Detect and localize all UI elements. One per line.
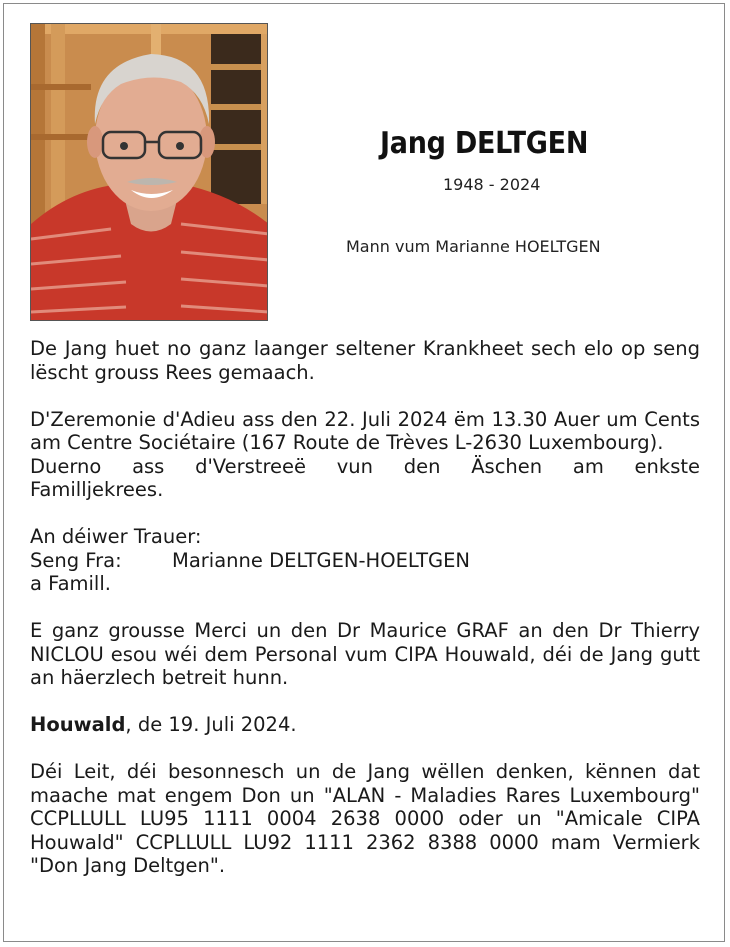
portrait-photo [30, 23, 268, 321]
mourners-name: Marianne DELTGEN-HOELTGEN [172, 548, 470, 572]
ashes-line-2: Familljekrees. [30, 478, 164, 501]
donation-paragraph: Déi Leit, déi besonnesch un de Jang wëllen denken, kënnen dat maache mat engem Don un "ALAN - Maladies Rares Luxembourg" CCPLLULL LU95 1111 0004 2638 0000 oder un "Amicale CIPA Houwald" CCPLLULL LU92 1111 2362 8388 0000 mam Vermierk "Don Jang Deltgen". [30, 760, 700, 877]
mourners-label: Seng Fra: [30, 548, 122, 572]
mourners-family: a Famill. [30, 572, 111, 595]
life-dates: 1948 - 2024 [443, 175, 541, 194]
ceremony-paragraph: D'Zeremonie d'Adieu ass den 22. Juli 2024 ëm 13.30 Auer um Cents am Centre Sociétaire (167 Route de Trèves L-2630 Luxembourg). [30, 407, 700, 454]
thanks-paragraph: E ganz grousse Merci un den Dr Maurice GRAF an den Dr Thierry NICLOU esou wéi dem Personal vum CIPA Houwald, déi de Jang gutt an häerzlech betreit hunn. [30, 619, 700, 689]
deceased-name: Jang DELTGEN [380, 126, 589, 161]
spouse-line: Mann vum Marianne HOELTGEN [346, 237, 601, 256]
notice-body [30, 337, 700, 878]
announcement-paragraph: De Jang huet no ganz laanger seltener Krankheet sech elo op seng lëscht grouss Rees gemaach. [30, 337, 700, 384]
place-date-line [30, 713, 700, 737]
place-name: Houwald [30, 713, 126, 736]
place-date: , de 19. Juli 2024. [125, 713, 297, 736]
mourners-row [30, 549, 700, 573]
ashes-line-1: Duerno ass d'Verstreeë vun den Äschen am enkste [30, 454, 700, 478]
mourners-heading: An déiwer Trauer: [30, 525, 202, 548]
